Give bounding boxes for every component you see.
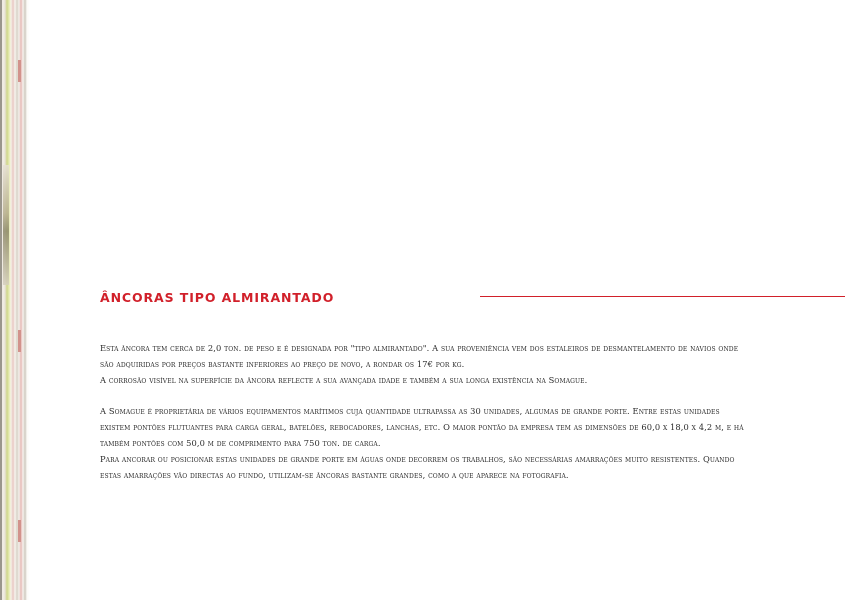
paragraph-maritime-equipment: A Somague é proprietária de vários equipamentos marítimos cuja quantidade ultrapassa as 30 unidades, algumas de grande porte. Entre estas unidades existem pontões flutuantes para carga geral, batelões, rebocadores, lanchas, etc. O maior pontão da empresa tem as dimensões de 60,0 x 18,0 x 4,2 m, e há também pontões com 50,0 m de comprimento para 750 ton. de carga. (100, 405, 744, 449)
body-text (100, 340, 750, 484)
page-edge-shadow (0, 0, 2, 600)
paragraph-anchoring: Para ancorar ou posicionar estas unidades de grande porte em águas onde decorrem os trabalhos, são necessárias amarrações muito resistentes. Quando estas amarrações vão directas ao fundo, utilizam-se âncoras bastante grandes, como a que aparece na fotografia. (100, 454, 735, 481)
page-edge-tab (18, 330, 21, 352)
page-edge-tab (18, 520, 21, 542)
paragraph-gap (100, 389, 750, 403)
paragraph-anchor-description: Esta âncora tem cerca de 2,0 ton. de peso e é designada por "tipo almirantado". A sua proveniência vem dos estaleiros de desmantelamento de navios onde são adquiridas por preços bastante inferiores ao preço de novo, a rondar os 17€ por kg. (100, 343, 739, 370)
section-heading: ÂNCORAS TIPO ALMIRANTADO (100, 290, 335, 305)
page-edge-tab (18, 60, 21, 82)
page-edge-strip (0, 0, 30, 600)
page-edge-band (3, 165, 9, 285)
paragraph-anchor-corrosion: A corrosão visível na superfície da âncora reflecte a sua avançada idade e também a sua longa existência na Somague. (100, 375, 588, 386)
heading-rule (480, 296, 845, 297)
